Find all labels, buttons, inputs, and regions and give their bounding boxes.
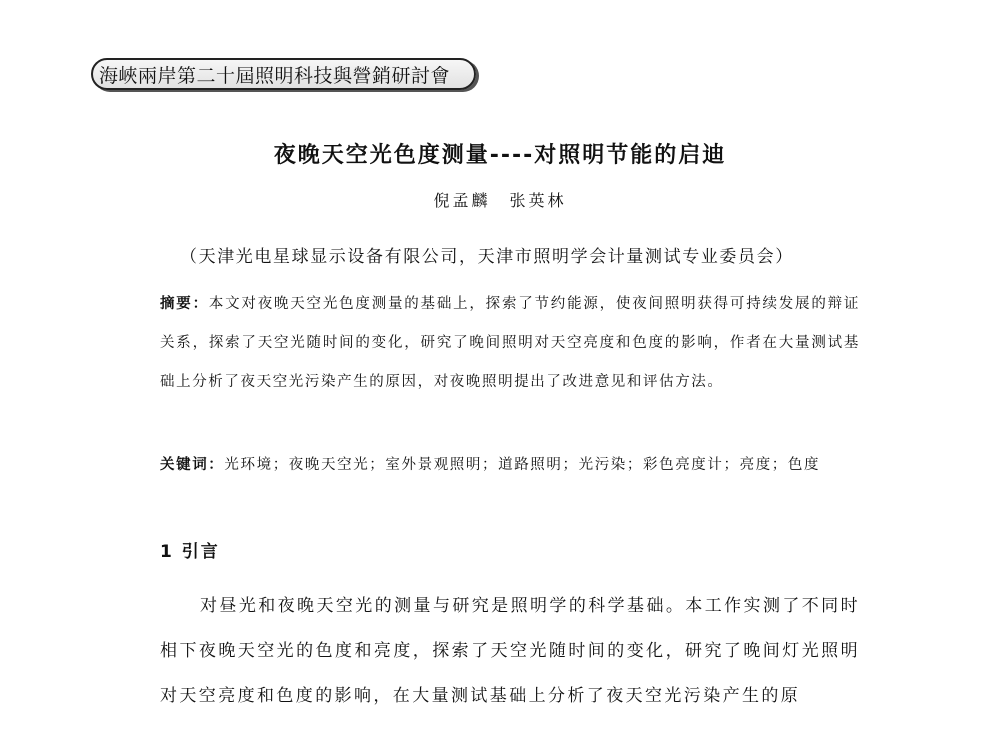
paper-authors: 倪孟麟 张英林 bbox=[433, 191, 567, 210]
keywords-text: 光环境；夜晚天空光；室外景观照明；道路照明；光污染；彩色亮度计；亮度；色度 bbox=[224, 457, 821, 473]
section-introduction-text: 对昼光和夜晚天空光的测量与研究是照明学的科学基础。本工作实测了不同时相下夜晚天空光的色度和亮度，探索了天空光随时间的变化，研究了晚间灯光照明对天空亮度和色度的影响，在大量测试基础上分析了夜天空光污染产生的原 bbox=[160, 596, 860, 706]
keywords-label: 关键词： bbox=[160, 457, 225, 473]
section-heading-introduction: 1 引言 bbox=[160, 542, 220, 562]
keywords bbox=[160, 446, 860, 485]
conference-banner-text: 海峽兩岸第二十屆照明科技與營銷研討會 bbox=[99, 64, 451, 87]
abstract bbox=[160, 285, 860, 402]
conference-banner bbox=[91, 58, 476, 90]
abstract-text: 本文对夜晚天空光色度测量的基础上，探索了节约能源，使夜间照明获得可持续发展的辩证关系，探索了天空光随时间的变化，研究了晚间照明对天空亮度和色度的影响，作者在大量测试基础上分析了夜天空光污染产生的原因，对夜晚照明提出了改进意见和评估方法。 bbox=[160, 296, 860, 390]
paper-affiliation: （天津光电星球显示设备有限公司，天津市照明学会计量测试专业委员会） bbox=[180, 247, 794, 267]
abstract-label: 摘要： bbox=[160, 296, 209, 312]
paper-title: 夜晚天空光色度测量----对照明节能的启迪 bbox=[273, 143, 727, 168]
